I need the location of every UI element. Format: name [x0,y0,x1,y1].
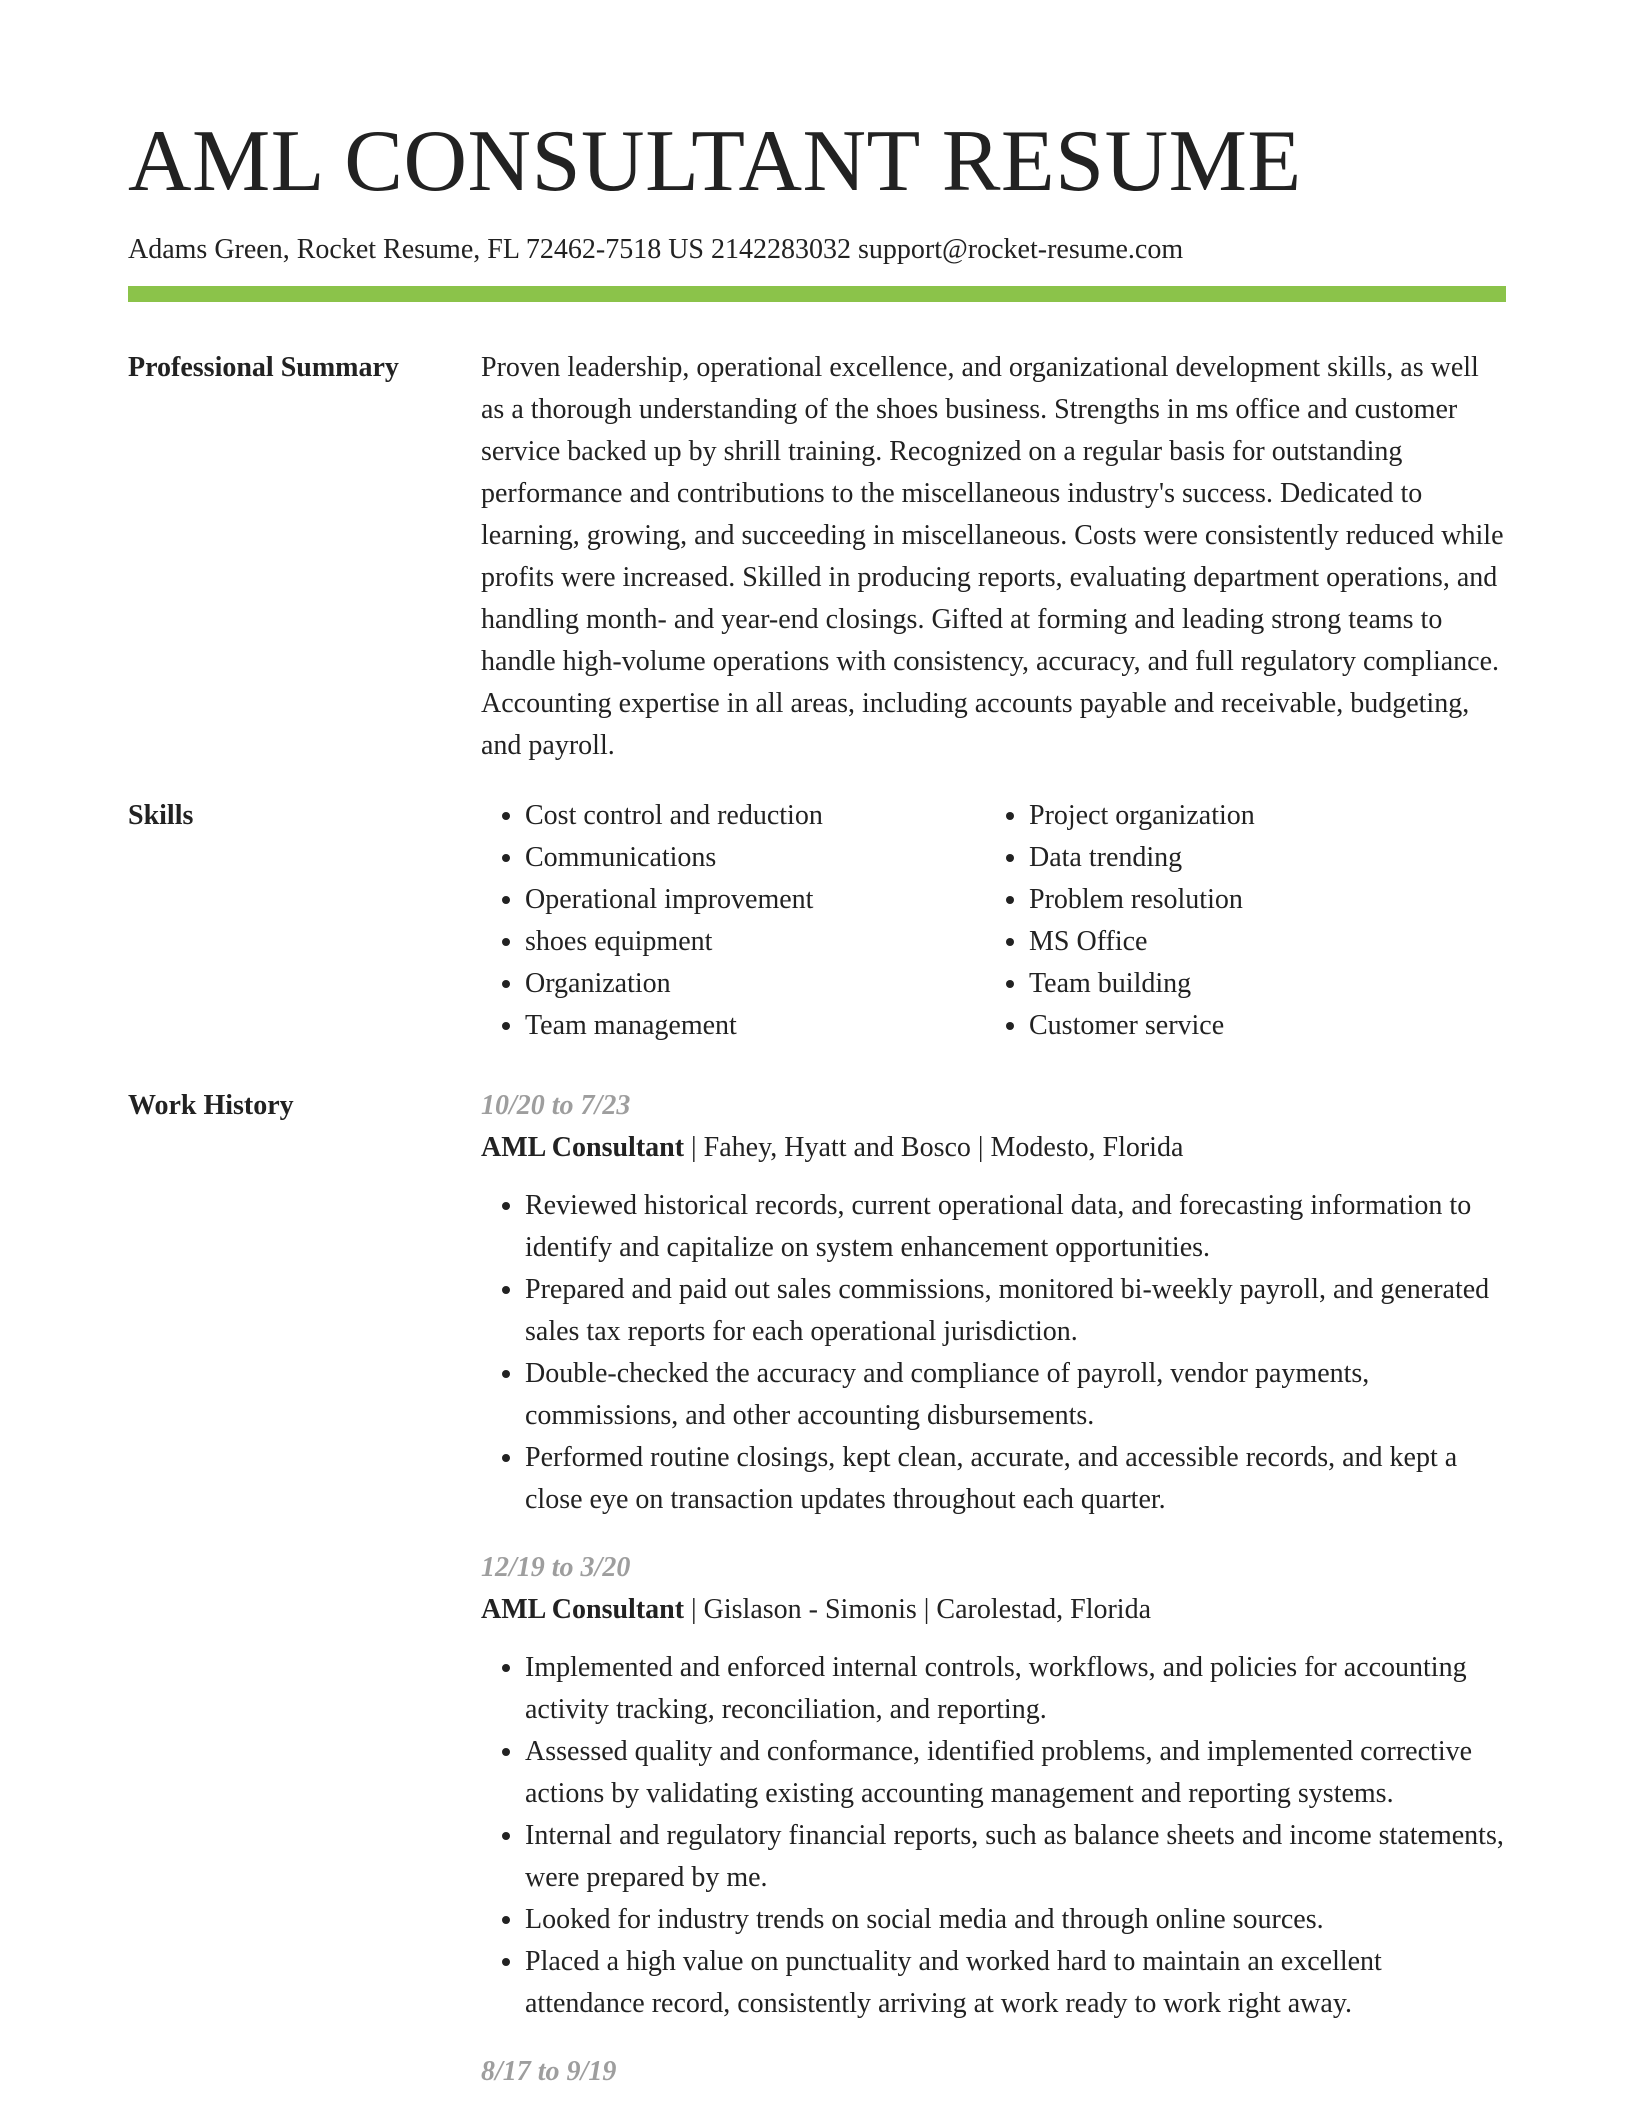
accent-divider [128,286,1506,302]
work-history-body [481,1085,1506,2119]
job-bullet: • Looked for industry trends on social media and through online sources. [525,1899,1506,1941]
skill-item: • Organization [525,963,985,1005]
skills-list-right [985,795,1489,1047]
summary-label: Professional Summary [128,352,399,383]
skill-item: • Operational improvement [525,879,985,921]
job-title: AML Consultant [481,1594,685,1625]
job-bullet: • Assessed quality and conformance, identified problems, and implemented corrective actions by validating existing accounting management and reporting systems. [525,1731,1506,1815]
skill-item: • Project organization [1029,795,1489,837]
skill-item: • Data trending [1029,837,1489,879]
summary-text: Proven leadership, operational excellence, and organizational development skills, as well as a thorough understanding of the shoes business. Strengths in ms office and customer service backed up by shrill training. Recognized on a regular basis for outstanding performance and contributions to the miscellaneous industry's success. Dedicated to learning, growing, and succeeding in miscellaneous. Costs were consistently reduced while profits were increased. Skilled in producing reports, evaluating department operations, and handling month- and year-end closings. Gifted at forming and leading strong teams to handle high-volume operations with consistency, accuracy, and full regulatory compliance. Accounting expertise in all areas, including accounts payable and receivable, budgeting, and payroll. [481,352,1504,761]
skill-item: • Customer service [1029,1005,1489,1047]
job-dates: 8/17 to 9/19 [481,2056,617,2087]
job-title: AML Consultant [481,1132,685,1163]
job-entry [481,1547,1506,2025]
resume-title: AML CONSULTANT RESUME [128,113,1302,210]
skill-item: • Problem resolution [1029,879,1489,921]
contact-line: Adams Green, Rocket Resume, FL 72462-7518 US 2142283032 support@rocket-resume.com [128,234,1184,265]
work-history-label: Work History [128,1090,294,1121]
job-dates: 12/19 to 3/20 [481,1552,631,1583]
skill-item: • Communications [525,837,985,879]
skill-item: • Team building [1029,963,1489,1005]
skill-item: • MS Office [1029,921,1489,963]
job-bullets [481,1185,1506,1521]
job-bullet: • Internal and regulatory financial reports, such as balance sheets and income statements, were prepared by me. [525,1815,1506,1899]
job-bullet: • Performed routine closings, kept clean, accurate, and accessible records, and kept a close eye on transaction updates throughout each quarter. [525,1437,1506,1521]
skill-item: • shoes equipment [525,921,985,963]
job-heading [481,1589,1506,1631]
job-entry [481,2051,1506,2093]
job-bullet: • Implemented and enforced internal controls, workflows, and policies for accounting activity tracking, reconciliation, and reporting. [525,1647,1506,1731]
job-bullet: • Placed a high value on punctuality and worked hard to maintain an excellent attendance record, consistently arriving at work ready to work right away. [525,1941,1506,2025]
skills-list-left [481,795,985,1047]
skills-label: Skills [128,800,194,831]
job-entry [481,1085,1506,1521]
skill-item: • Team management [525,1005,985,1047]
summary-body [481,347,1506,767]
job-employer-location: | Fahey, Hyatt and Bosco | Modesto, Florida [684,1132,1184,1163]
job-bullet: • Double-checked the accuracy and compliance of payroll, vendor payments, commissions, and other accounting disbursements. [525,1353,1506,1437]
skills-body [481,795,1506,1047]
job-employer-location: | Gislason - Simonis | Carolestad, Florida [684,1594,1152,1625]
job-bullet: • Reviewed historical records, current operational data, and forecasting information to identify and capitalize on system enhancement opportunities. [525,1185,1506,1269]
job-bullets [481,1647,1506,2025]
skill-item: • Cost control and reduction [525,795,985,837]
job-heading [481,1127,1506,1169]
job-bullet: • Prepared and paid out sales commissions, monitored bi-weekly payroll, and generated sales tax reports for each operational jurisdiction. [525,1269,1506,1353]
job-dates: 10/20 to 7/23 [481,1090,631,1121]
